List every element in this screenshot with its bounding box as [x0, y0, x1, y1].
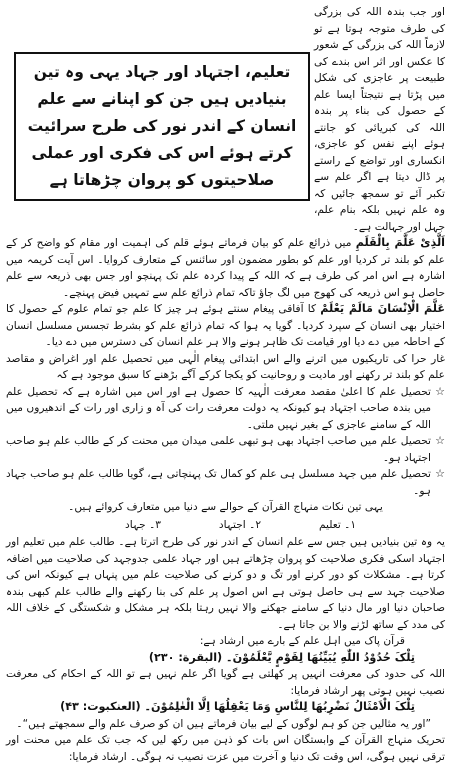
star-bullet-icon: ☆ — [435, 384, 445, 398]
pull-quote-text: تعلیم، اجتہاد اور جہاد یہی وہ تین بنیادیں ہیں جن کو اپنانے سے علم انسان کے اندر نور کی طرح سرائیت کرتے ہوئے اس کی فکری اور عملی صلاحیتوں کو پروان چڑھاتا ہے — [27, 63, 297, 189]
paragraph-movement: تحریک منہاج القرآن کے وابستگان اس بات کو ذہن میں رکھ لیں کہ جب تک علم میں محنت اور ترقی نہیں ہوگی، اس وقت تک دنیا و آخرت میں عزت نصیب نہ ہوگی۔ ارشاد فرمایا: — [6, 734, 445, 763]
intro-line-2: انکساری اور تواضع کے راستے پر ڈال دیتا ہے اگر علم سے تکبر آئے تو سمجھ جائیں کہ وہ علم نہیں بلکہ بنام علم، جہل اور جہالت ہے۔ — [314, 154, 445, 233]
ayah-pen: اَلَّذِیْ عَلَّمَ بِالْقَلَمِ — [355, 236, 445, 249]
quran-intro: قرآن پاک میں اہل علم کے بارے میں ارشاد ہے: — [199, 635, 405, 647]
paragraph-pen: ذرائع علم کو بیان فرماتے ہوئے قلم کی اہمیت اور مقام کو واضح کر کے علم کو بلند تر کردیا اور علم کو بطور مضمون اور سائنس کے متعارف کروایا۔ اس آیت کریمہ میں اشارہ ہے اس امر کی طرف ہے کہ اللہ کے پیدا کردہ علم تک پہنچو اور جس بھی ذریعہ سے علم حاصل ہو اس ذریعہ کی کھوج میں لگ جاؤ تاکہ تمام ذرائع علم سے تمہیں فیض پہنچے۔ — [6, 237, 445, 299]
star-bullet-icon: ☆ — [435, 434, 445, 447]
ayah-pen-suffix: میں — [334, 237, 356, 249]
universal-message-line — [6, 301, 445, 351]
paragraph-universal: کا آفاقی پیغام سنتے ہوئے ہر چیز کا علم جو تمام علوم کے حصول کا اختیار بھی انسان کے سپرد کردیا۔ گویا یہ ہوا کہ تمام ذرائع علم کو بشرط تجسس مسلسل انسان کے احاطہ میں دے دیا اور قیامت تک ظاہر ہونے والا ہر علم انسان کی دسترس میں دے دیا۔ — [6, 303, 445, 348]
intro-line-1: اور جب بندہ اللہ کی بزرگی کی طرف متوجہ ہوتا ہے تو لازماً اللہ کی بزرگی کے شعور کا عکس اور اثر اس بندے کی طبیعت پر عاجزی کی شکل میں پڑتا ہے نتیجتاً ایسا علم کے حصول کی بناء پر بندہ اللہ کی کبریائی کو جانتے ہوئے اپنے نفس کو عاجزی، — [314, 6, 445, 150]
key-points-list — [6, 384, 445, 500]
ayah-parables: تِلْکَ الْاَمْثَالُ نَضْرِبُهَا لِلنَّاسِ وَمَا یَعْقِلُهَا اِلَّا الْعٰلِمُوْنَ۔ (العنکبوت: ۴۳) — [60, 700, 415, 713]
point-text: تحصیل علم میں جہد مسلسل ہی علم کو کمال تک پہنچاتی ہے، گویا طالب علم ہو صاحب جہاد ہو۔ — [6, 468, 431, 497]
pillars-intro: یہی تین نکات منہاج القرآن کے حوالے سے دنیا میں متعارف کروائے ہیں۔ — [68, 501, 383, 513]
paragraph-cave-hira: غار حرا کی تاریکیوں میں اترنے والے اس ابتدائی پیغام الٰہی میں تحصیل علم اور اغراض و مقاصد علم کو بلند تر رکھنے اور مادیت و روحانیت کو یکجا کرکے آگے بڑھنے کا سبق موجود ہے کہ — [6, 352, 445, 381]
pillar-ijtihad: ۲۔ اجتہاد — [218, 518, 262, 531]
paragraph-limits: اللہ کی حدود کی معرفت انہیں پر کھلتی ہے گویا اگر علم نہیں ہے تو اللہ کے احکام کی معرفت نصیب نہیں ہوتی پھر ارشاد فرمایا: — [6, 668, 445, 697]
list-item — [6, 433, 445, 466]
list-item — [6, 384, 445, 434]
point-text: تحصیل علم میں صاحب اجتہاد بھی ہو تبھی علمی میدان میں محنت کر کے طالب علم ہو صاحب اجتہاد ہو۔ — [6, 435, 431, 464]
pillar-education: ۱۔ تعلیم — [318, 518, 357, 531]
three-pillars-row — [96, 517, 385, 534]
list-item — [6, 466, 445, 499]
ayah-taught-man: عَلَّمَ الْاِنْسَانَ مَالَمْ یَعْلَمْ — [320, 302, 445, 315]
ayah-pen-line — [6, 235, 445, 301]
translation-parables: ”اور یہ مثالیں جن کو ہم لوگوں کے لیے بیان فرماتے ہیں ان کو صرف علم والے سمجھتے ہیں“۔ — [16, 717, 431, 730]
pull-quote-box — [14, 52, 310, 201]
star-bullet-icon: ☆ — [435, 467, 445, 480]
pillar-jihad: ۳۔ جہاد — [125, 518, 161, 531]
point-text: تحصیل علم کا اعلیٰ مقصد معرفت الٰہیہ کا حصول ہے اور اس میں اشارہ ہے کہ تحصیل علم میں بندہ صاحب اجتہاد ہو کیونکہ یہ دولت معرفت رات کی آہ و زاری اور رات کے اندھیروں میں اللہ کے سامنے عاجزی کے بغیر نہیں ملتی۔ — [6, 385, 431, 431]
paragraph-pillars: یہ وہ تین بنیادیں ہیں جس سے علم انسان کے اندر نور کی طرح اترتا ہے۔ طالب علم میں تعلیم اور اجتہاد اسکی فکری صلاحیت کو پروان چڑھاتے ہیں اور جہاد علمی جدوجہد کی صلاحیت میں اضافہ کرتا ہے۔ مشکلات کو دور کرنے اور تگ و دو کرنے کی صلاحیت علم میں پنہاں ہے کیونکہ اس کی صلاحیت جہد سے ہی حاصل ہوتی ہے اس اصول پر علم کی بنا رکھنے والے طالب علم کبھی بندہ صاحبان دنیا اور مال دنیا کے سامنے جھکنے والا نہیں رہتا بلکہ ہر مشکل و شکستگی کے خلاف اللہ کی مدد کے ساتھ لڑنے والا بن جاتا ہے۔ — [6, 536, 445, 631]
ayah-limits-of-allah: تِلْکَ حُدُوْدُ اللّٰهِ یُبَیِّنُهَا لِقَوْمٍ یَّعْلَمُوْنَ۔ (البقرة: ۲۳۰) — [148, 650, 415, 664]
